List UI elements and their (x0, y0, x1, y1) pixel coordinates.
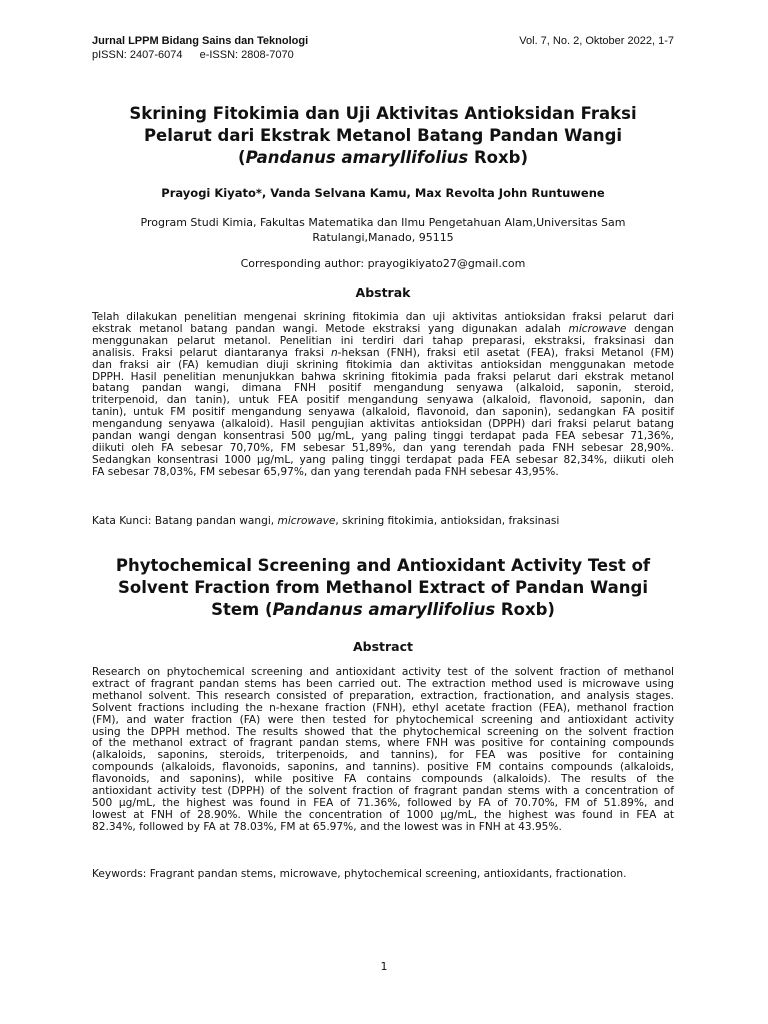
abstrak-line: tanin), untuk FM positif mengandung senyawa (alkaloid, flavonoid, dan saponin), sedangkan FA positif (92, 406, 674, 419)
abstrak-line: FA sebesar 78,03%, FM sebesar 65,97%, dan yang terendah pada FNH sebesar 43,95%. (92, 465, 559, 478)
abstrak-line: menggunakan pelarut metanol. Penelitian ini terdiri dari tahap preparasi, ekstraksi, fraksinasi dan (92, 334, 674, 347)
title-id-line-2: Pelarut dari Ekstrak Metanol Batang Pandan Wangi (143, 126, 623, 145)
abstract-line: flavonoids, and saponins), while positive FA contains compounds (alkaloids). The results of the (92, 773, 674, 786)
abstract-line: 500 µg/mL, the highest was found in FEA of 71.36%, followed by FA of 70.70%, FM of 51.89%, and (92, 796, 674, 809)
abstract-line: 82.34%, followed by FA at 78.03%, FM at 65.97%, and the lowest was in FNH at 43.95%. (92, 820, 562, 833)
page-number: 1 (380, 960, 388, 973)
abstrak-line: diikuti oleh FA sebesar 70,70%, FM sebesar 51,89%, dan yang terendah pada FNH sebesar 28,90%. (92, 441, 674, 454)
abstrak-line: analisis. Fraksi pelarut diantaranya fraksi n-heksan (FNH), fraksi etil asetat (FEA), fraksi Metanol (FM) (92, 346, 674, 359)
abstract-line: compounds (alkaloids, flavonoids, saponins, and tannins). positive FM contains compounds (alkaloids, (92, 761, 674, 774)
abstract-line: Solvent fractions including the n-hexane fraction (FNH), ethyl acetate fraction (FEA), methanol fraction (92, 701, 674, 714)
abstrak-heading: Abstrak (355, 285, 411, 300)
abstrak-line: ekstrak metanol batang pandan wangi. Metode ekstraksi yang digunakan adalah microwave dengan (92, 322, 674, 335)
corresponding-author: Corresponding author: prayogikiyato27@gmail.com (240, 257, 526, 270)
pissn: pISSN: 2407-6074 (92, 49, 183, 61)
title-id-line-1: Skrining Fitokimia dan Uji Aktivitas Antioksidan Fraksi (129, 104, 637, 123)
abstract-line: methanol solvent. This research consisted of preparation, extraction, fractionation, and analysis stages. (92, 689, 674, 702)
species-name: Pandanus amaryllifolius (272, 600, 496, 619)
keywords: Keywords: Fragrant pandan stems, microwave, phytochemical screening, antioxidants, fractionation. (92, 868, 627, 880)
abstract-line: using the DPPH method. The results showed that the phytochemical screening on the solvent fraction (92, 725, 674, 738)
abstrak-line: dan fraksi air (FA) kemudian diuji skrining fitokimia dan aktivitas antioksidan menggunakan metode (92, 358, 674, 371)
title-en-line-2: Solvent Fraction from Methanol Extract of Pandan Wangi (118, 578, 648, 597)
abstract-line: extract of fragrant pandan stems has been carried out. The extraction method used is microwave using (92, 677, 674, 690)
title-en-line-1: Phytochemical Screening and Antioxidant Activity Test of (115, 556, 651, 575)
abstract-line: of the methanol extract of fragrant pandan stems, where FNH was positive for containing compounds (92, 737, 674, 750)
title-id-line-3: (Pandanus amaryllifolius Roxb) (238, 148, 528, 167)
abstrak-body (92, 312, 674, 479)
kata-kunci: Kata Kunci: Batang pandan wangi, microwave, skrining fitokimia, antioksidan, fraksinasi (92, 515, 560, 527)
species-name: Pandanus amaryllifolius (245, 148, 469, 167)
journal-name: Jurnal LPPM Bidang Sains dan Teknologi (92, 35, 309, 47)
affiliation: Program Studi Kimia, Fakultas Matematika dan Ilmu Pengetahuan Alam,Universitas Sam Ratulangi,Manado, 95115 (140, 216, 626, 244)
issn-line (92, 48, 674, 62)
title-en-line-3: Stem (Pandanus amaryllifolius Roxb) (211, 600, 555, 619)
eissn: e-ISSN: 2808-7070 (199, 49, 294, 61)
abstrak-line: DPPH. Hasil penelitian menunjukkan bahwa skrining fitokimia pada fraksi pelarut dari ekstrak metanol (92, 370, 674, 383)
abstract-line: (FM), and water fraction (FA) were then tested for phytochemical screening and antioxidant activity (92, 713, 674, 726)
abstrak-line: mengandung senyawa (alkaloid). Hasil pengujian aktivitas antioksidan (DPPH) dari fraksi pelarut batang (92, 418, 674, 431)
abstrak-line: Telah dilakukan penelitian mengenai skrining fitokimia dan uji aktivitas antioksidan fraksi pelarut dari (92, 311, 674, 323)
abstract-heading: Abstract (352, 639, 414, 654)
paper-title-indonesian (92, 103, 674, 169)
abstract-line: lowest at FNH of 28.90%. While the concentration of 1000 µg/mL, the highest was found in FEA at (92, 808, 674, 821)
abstrak-line: triterpenoid, dan tanin), untuk FEA positif mengandung senyawa (alkaloid, flavonoid, saponin, dan (92, 394, 674, 407)
abstract-line: (alkaloids, saponins, steroids, triterpenoids, and tannins), for FEA was positive for containing (92, 749, 674, 762)
paper-title-english (92, 555, 674, 621)
abstrak-line: pandan wangi dengan konsentrasi 500 µg/mL, yang paling tinggi terdapat pada FEA sebesar 71,36%, (92, 430, 674, 443)
abstrak-line: Sedangkan konsentrasi 1000 µg/mL, yang paling tinggi terdapat pada FEA sebesar 82,34%, diikuti oleh (92, 453, 674, 466)
abstrak-line: batang pandan wangi, dimana FNH positif mengandung senyawa (alkaloid, saponin, steroid, (92, 382, 674, 395)
journal-volume: Vol. 7, No. 2, Oktober 2022, 1-7 (519, 35, 674, 47)
author-list: Prayogi Kiyato*, Vanda Selvana Kamu, Max Revolta John Runtuwene (161, 186, 605, 200)
abstract-line: antioxidant activity test (DPPH) of the solvent fraction of fragrant pandan stems with a concentration of (92, 785, 674, 798)
journal-header (92, 34, 674, 62)
abstract-line: Research on phytochemical screening and antioxidant activity test of the solvent fraction of methanol (92, 666, 674, 678)
abstract-body (92, 667, 674, 834)
